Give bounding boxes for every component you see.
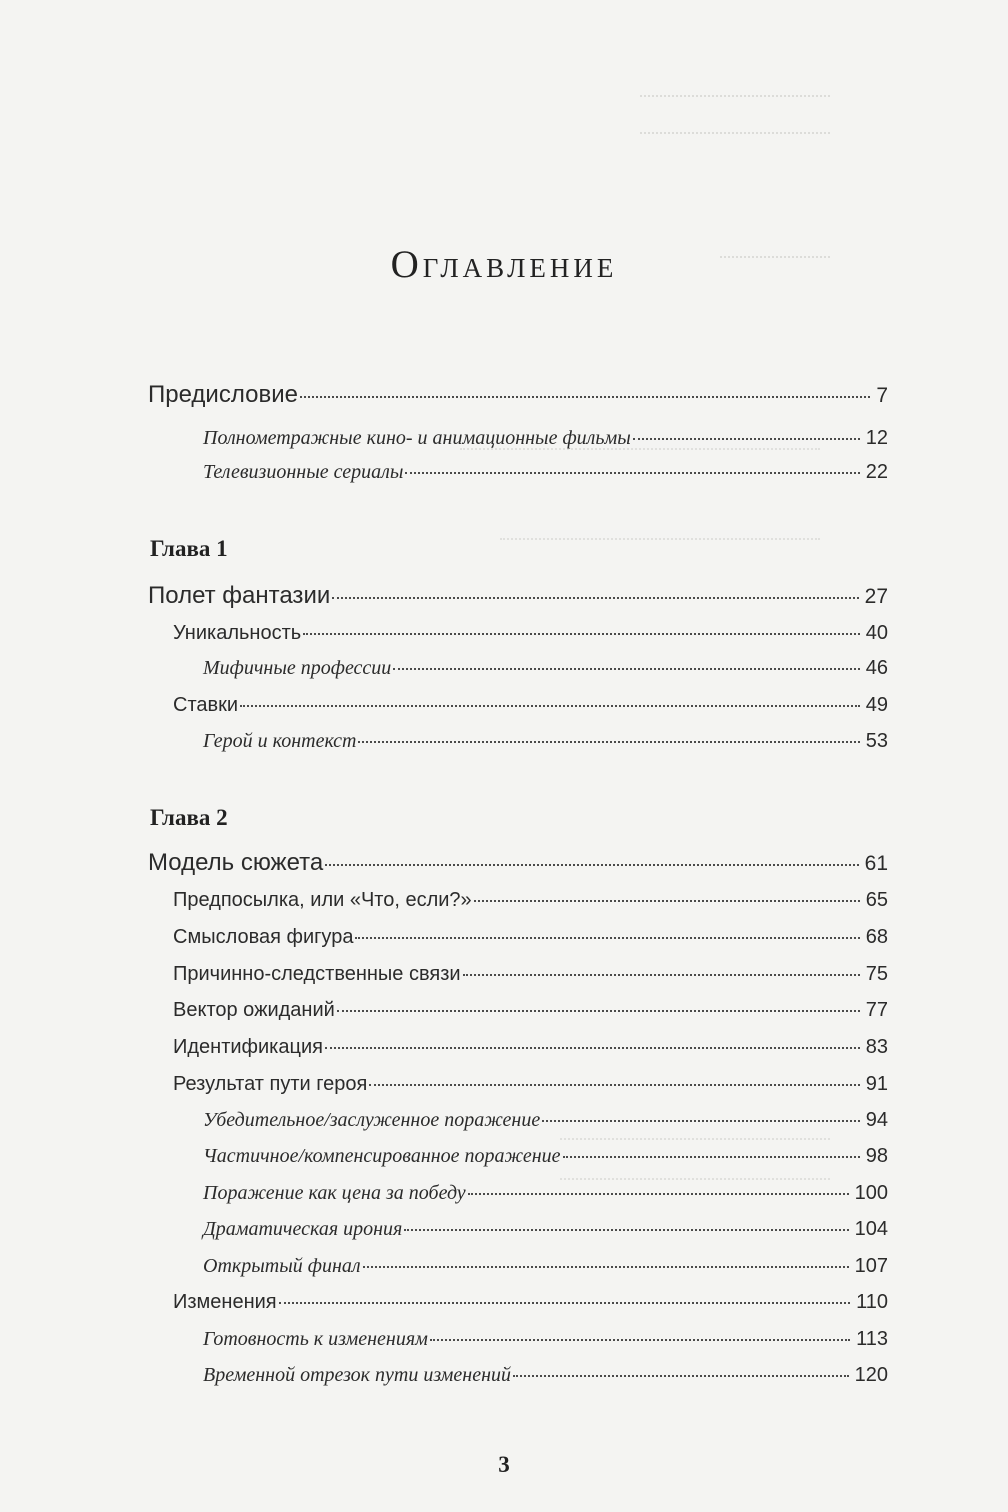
toc-entry[interactable] [203,1255,888,1278]
toc-entry[interactable] [203,730,888,753]
toc-entry-section[interactable] [148,582,888,610]
toc-entry-title: Смысловая фигура [173,926,354,948]
toc-entry[interactable] [203,1364,888,1387]
page-title: Оглавление [390,243,618,286]
toc-entry-title: Вектор ожиданий [173,999,335,1021]
toc-entry[interactable] [203,657,888,680]
toc-entry[interactable] [173,694,888,717]
toc-entry[interactable] [173,963,888,986]
toc-entry-preface[interactable] [148,381,888,409]
toc-entry-page: 7 [876,384,888,407]
toc-entry[interactable] [173,1073,888,1096]
toc-entry-page: 113 [856,1328,888,1350]
dot-leader [563,1156,860,1158]
toc-entry-page: 77 [865,999,888,1021]
toc-entry-page: 27 [864,585,888,608]
dot-leader [358,741,859,743]
toc-entry-title: Изменения [173,1291,277,1313]
toc-entry-title: Убедительное/заслуженное поражение [203,1109,541,1131]
dot-leader [463,974,860,976]
toc-entry[interactable] [173,1291,888,1314]
dot-leader [363,1266,849,1268]
toc-entry[interactable] [173,622,888,645]
toc-entry-page: 22 [865,461,888,483]
dot-leader [405,472,859,474]
toc-entry-page: 98 [865,1145,888,1167]
toc-entry-title: Поражение как цена за победу [203,1182,466,1204]
dot-leader [468,1193,849,1195]
toc-entry-page: 53 [865,730,888,752]
toc-entry-page: 68 [865,926,888,948]
toc-entry-title: Временной отрезок пути изменений [203,1364,512,1386]
dot-leader [369,1084,859,1086]
page-number: 3 [498,1452,510,1477]
toc-entry-page: 61 [864,852,888,875]
toc-entry-title: Полнометражные кино- и анимационные фильмы [203,427,631,449]
toc-entry-title: Герой и контекст [203,730,357,752]
toc-entry-title: Результат пути героя [173,1073,368,1095]
toc-entry-title: Мифичные профессии [203,657,392,679]
toc-entry-page: 83 [865,1036,888,1058]
toc-entry-page: 94 [865,1109,888,1131]
dot-leader [633,438,860,440]
toc-entry[interactable] [203,427,888,450]
toc-entry[interactable] [203,1328,888,1351]
toc-entry-title: Драматическая ирония [203,1218,403,1240]
toc-entry-page: 91 [865,1073,888,1095]
toc-entry-page: 110 [856,1291,888,1313]
dot-leader [300,396,870,398]
toc-entry[interactable] [173,926,888,949]
toc-entry-page: 120 [854,1364,888,1386]
dot-leader [393,668,859,670]
toc-entry-page: 104 [854,1218,888,1240]
toc-entry-page: 12 [865,427,888,449]
toc-entry-title: Телевизионные сериалы [203,461,404,483]
dot-leader [430,1339,850,1341]
toc-entry[interactable] [203,461,888,484]
toc-entry[interactable] [173,999,888,1022]
dot-leader [325,864,858,866]
toc-entry-title: Открытый финал [203,1255,361,1277]
chapter-heading: Глава 1 [150,536,228,561]
chapter-heading: Глава 2 [150,805,228,830]
toc-entry-title: Модель сюжета [148,849,324,876]
toc-entry[interactable] [173,889,888,912]
toc-entry-title: Предпосылка, или «Что, если?» [173,889,472,911]
toc-entry-page: 107 [854,1255,888,1277]
toc-entry-page: 65 [865,889,888,911]
toc-entry-page: 49 [865,694,888,716]
dot-leader [332,597,858,599]
toc-entry[interactable] [203,1145,888,1168]
dot-leader [355,937,859,939]
dot-leader [303,633,860,635]
toc-entry[interactable] [203,1182,888,1205]
toc-entry-title: Предисловие [148,381,298,408]
toc-entry[interactable] [173,1036,888,1059]
dot-leader [474,900,860,902]
toc-entry-page: 46 [865,657,888,679]
toc-entry-title: Готовность к изменениям [203,1328,428,1350]
dot-leader [513,1375,849,1377]
toc-entry[interactable] [203,1218,888,1241]
toc-entry-section[interactable] [148,849,888,877]
toc-entry[interactable] [203,1109,888,1132]
dot-leader [337,1010,860,1012]
toc-entry-page: 75 [865,963,888,985]
dot-leader [240,705,860,707]
dot-leader [279,1302,850,1304]
toc-entry-title: Идентификация [173,1036,323,1058]
toc-entry-page: 40 [865,622,888,644]
toc-entry-title: Ставки [173,694,239,716]
toc-entry-page: 100 [854,1182,888,1204]
toc-entry-title: Причинно-следственные связи [173,963,461,985]
dot-leader [325,1047,860,1049]
dot-leader [542,1120,860,1122]
toc-entry-title: Полет фантазии [148,582,331,609]
toc-entry-title: Уникальность [173,622,302,644]
toc-entry-title: Частичное/компенсированное поражение [203,1145,561,1167]
dot-leader [404,1229,848,1231]
